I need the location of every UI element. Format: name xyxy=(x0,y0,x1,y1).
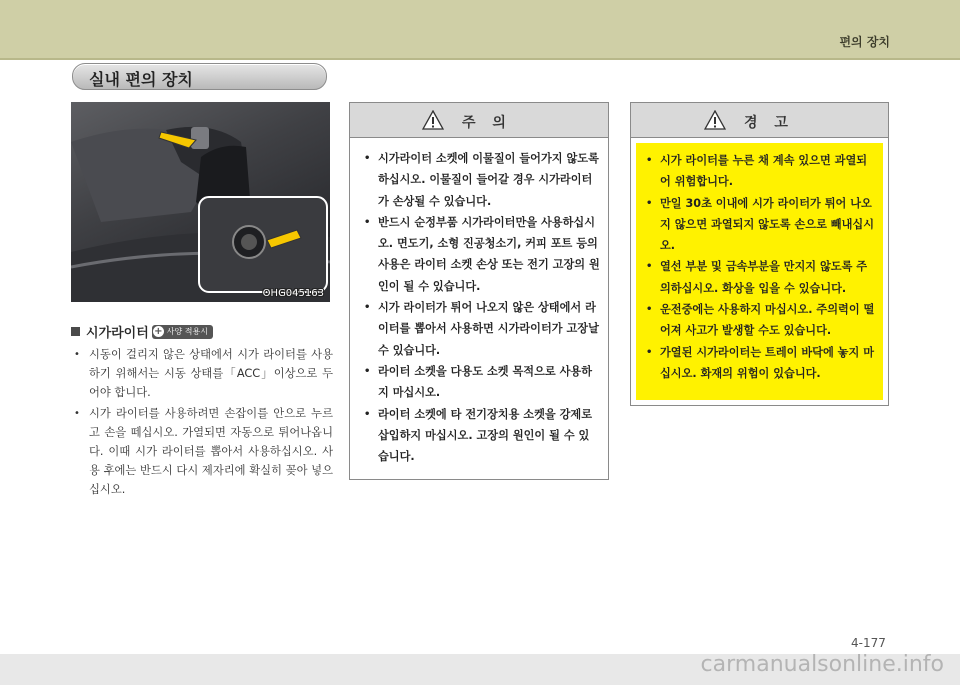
caution-title: 주 의 xyxy=(462,115,512,131)
warning-item: • 운전중에는 사용하지 마십시오. 주의력이 떨어져 사고가 발생할 수도 있습니다. xyxy=(642,299,877,342)
caution-item: • 시가라이터 소켓에 이물질이 들어가지 않도록 하십시오. 이물질이 들어갈 경우 시가라이터가 손상될 수 있습니다. xyxy=(360,148,600,212)
caution-header xyxy=(350,103,608,138)
warning-body xyxy=(636,143,883,400)
heading-bullet-square xyxy=(71,327,80,336)
watermark[interactable]: carmanualsonline.info xyxy=(700,652,944,677)
option-badge xyxy=(152,325,213,339)
warning-header xyxy=(631,103,888,138)
console-illustration xyxy=(71,102,330,302)
figure-code: OHG045163 xyxy=(262,288,324,299)
warning-item: • 만일 30초 이내에 시가 라이터가 튀어 나오지 않으면 과열되지 않도록 손으로 빼내십시오. xyxy=(642,193,877,257)
warning-item: • 가열된 시가라이터는 트레이 바닥에 놓지 마십시오. 화재의 위험이 있습니다. xyxy=(642,342,877,385)
warning-list xyxy=(636,143,883,384)
caution-list xyxy=(350,138,608,467)
chapter-title: 편의 장치 xyxy=(839,35,890,49)
warning-triangle-icon xyxy=(422,110,444,130)
instruction-item: • 시동이 걸리지 않은 상태에서 시가 라이터를 사용하기 위해서는 시동 상태를「ACC」이상으로 두어야 합니다. xyxy=(71,345,333,402)
caution-item: • 라이터 소켓에 타 전기장치용 소켓을 강제로 삽입하지 마십시오. 고장의 원인이 될 수 있습니다. xyxy=(360,404,600,468)
warning-item: • 열선 부분 및 금속부분을 만지지 않도록 주의하십시오. 화상을 입을 수 있습니다. xyxy=(642,256,877,299)
caution-item: • 라이터 소켓을 다용도 소켓 목적으로 사용하지 마십시오. xyxy=(360,361,600,404)
lighter-photo xyxy=(71,102,330,302)
section-title: 실내 편의 장치 xyxy=(89,70,193,89)
lighter-heading xyxy=(71,322,213,341)
plus-icon: + xyxy=(154,326,163,337)
option-badge-text: 사양 적용시 xyxy=(166,327,208,336)
warning-title: 경 고 xyxy=(744,115,794,131)
header-band xyxy=(0,0,960,60)
page-number: 4-177 xyxy=(851,636,886,650)
warning-triangle-icon xyxy=(704,110,726,130)
instruction-item: • 시가 라이터를 사용하려면 손잡이를 안으로 누르고 손을 떼십시오. 가열되면 자동으로 튀어나옵니다. 이때 시가 라이터를 뽑아서 사용하십시오. 사용 후에는 반드시 다시 제자리에 확실히 꽂아 넣으십시오. xyxy=(71,404,333,499)
caution-item: • 시가 라이터가 튀어 나오지 않은 상태에서 라이터를 뽑아서 사용하면 시가라이터가 고장날 수 있습니다. xyxy=(360,297,600,361)
warning-box xyxy=(630,102,889,406)
lighter-heading-text: 시가라이터 xyxy=(86,326,149,341)
lighter-instructions xyxy=(71,345,333,501)
warning-item: • 시가 라이터를 누른 채 계속 있으면 과열되어 위험합니다. xyxy=(642,150,877,193)
caution-item: • 반드시 순정부품 시가라이터만을 사용하십시오. 면도기, 소형 진공청소기, 커피 포트 등의 사용은 라이터 소켓 손상 또는 전기 고장의 원인이 될 수 있습니다. xyxy=(360,212,600,297)
caution-box xyxy=(349,102,609,480)
section-title-pill xyxy=(72,63,327,90)
